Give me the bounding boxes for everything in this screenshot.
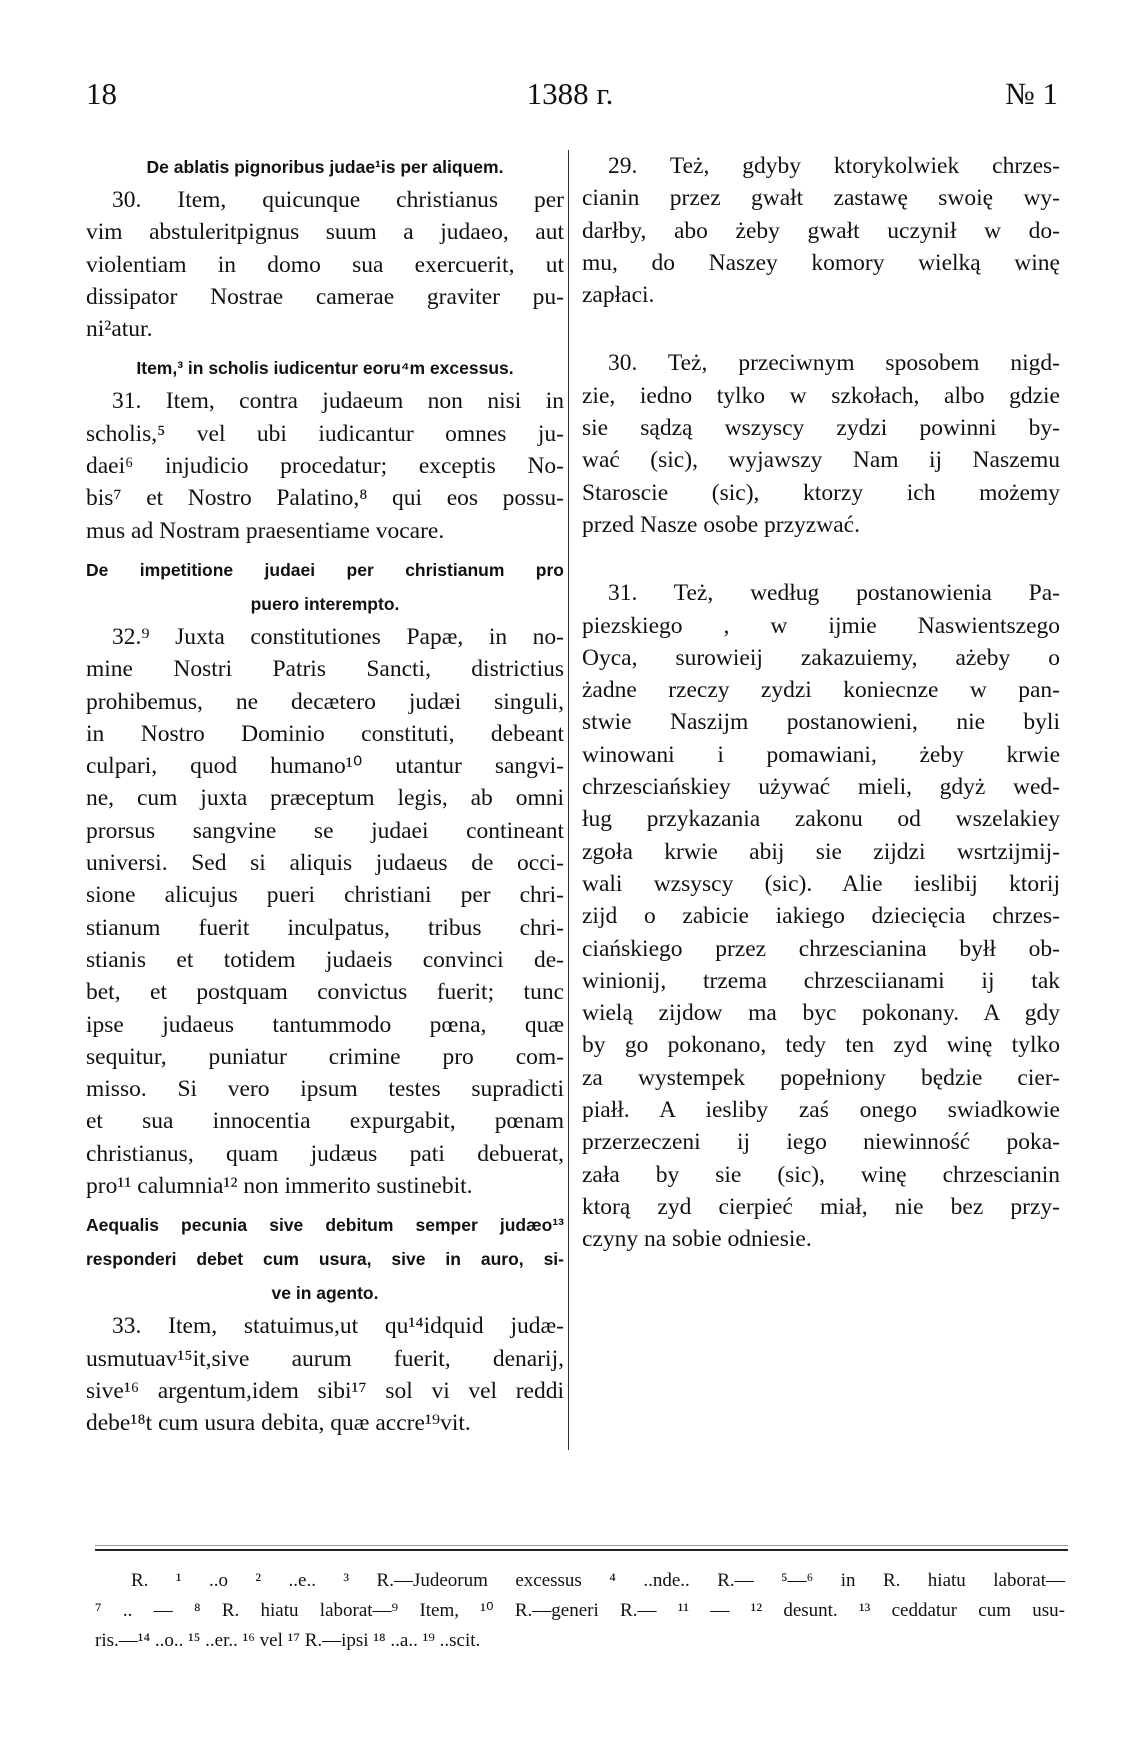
- text-line: wielą zijdow ma byc pokonany. A gdy: [582, 1000, 1060, 1027]
- text-line: 33. Item, statuimus,ut qu¹⁴idquid judæ-: [112, 1313, 564, 1340]
- paragraph: [86, 385, 564, 546]
- text-line: przerzeczeni ij iego niewinność poka-: [582, 1129, 1060, 1156]
- footnote-line: ris.—¹⁴ ..o.. ¹⁵ ..er.. ¹⁶ vel ¹⁷ R.—ipsi ¹⁸ ..a.. ¹⁹ ..scit.: [95, 1630, 481, 1651]
- text-line: 31. Item, contra judaeum non nisi in: [112, 388, 564, 415]
- text-line: ipse judaeus tantummodo pœna, quæ: [86, 1011, 564, 1038]
- text-line: usmutuav¹⁵it,sive aurum fuerit, denarij,: [86, 1345, 564, 1372]
- page-year: 1388 г.: [526, 76, 614, 111]
- heading-line: De ablatis pignoribus judae¹is per aliquem.: [146, 157, 504, 177]
- text-line: chrzesciańskiey używać mieli, gdyż wed-: [582, 774, 1060, 801]
- text-line: mus ad Nostram praesentiame vocare.: [86, 517, 445, 544]
- text-line: violentiam in domo sua exercuerit, ut: [86, 251, 564, 278]
- section-heading: [86, 351, 564, 385]
- text-line: 32.⁹ Juxta constitutiones Papæ, in no-: [112, 623, 564, 650]
- text-line: culpari, quod humano¹⁰ utantur sangvi-: [86, 753, 564, 780]
- text-line: sie sądzą wszyscy zydzi powinni by-: [582, 415, 1060, 442]
- text-line: za wystempek popełniony będzie cier-: [582, 1064, 1060, 1091]
- paragraph: [582, 150, 1060, 311]
- column-divider: [568, 150, 569, 1450]
- paragraph: [582, 577, 1060, 1255]
- text-line: misso. Si vero ipsum testes supradicti: [86, 1076, 564, 1103]
- paragraph: [86, 621, 564, 1202]
- text-line: sione alicujus pueri christiani per chri-: [86, 882, 564, 909]
- text-line: Staroscie (sic), ktorzy ich możemy: [582, 479, 1060, 506]
- footnote-rule-thin: [95, 1545, 1068, 1546]
- text-line: winionij, trzema chrzesciianami ij tak: [582, 967, 1060, 994]
- footnotes: [95, 1566, 1065, 1656]
- text-line: wać (sic), wyjawszy Nam ij Naszemu: [582, 447, 1060, 474]
- footnote-line: R. ¹ ..o ² ..e.. ³ R.—Judeorum excessus ⁴ ..nde.. R.— ⁵—⁶ in R. hiatu laborat—: [131, 1570, 1065, 1591]
- text-line: dissipator Nostrae camerae graviter pu-: [86, 283, 564, 310]
- text-line: et sua innocentia expurgabit, pœnam: [86, 1108, 564, 1135]
- latin-column: [86, 150, 564, 1440]
- text-line: ług przykazania zakonu od wszelakiey: [582, 806, 1060, 833]
- footnote-line: ⁷ .. — ⁸ R. hiatu laborat—⁹ Item, ¹⁰ R.—generi R.— ¹¹ — ¹² desunt. ¹³ ceddatur cum usu-: [95, 1600, 1065, 1621]
- text-line: 30. Też, przeciwnym sposobem nigd-: [608, 350, 1060, 377]
- text-line: ciańskiego przez chrzescianina byłł ob-: [582, 935, 1060, 962]
- text-line: scholis,⁵ vel ubi iudicantur omnes ju-: [86, 420, 564, 447]
- text-line: sive¹⁶ argentum,idem sibi¹⁷ sol vi vel reddi: [86, 1377, 564, 1404]
- text-line: przed Nasze osobe przyzwać.: [582, 511, 860, 538]
- paragraph: [86, 1310, 564, 1439]
- text-line: 31. Też, według postanowienia Pa-: [608, 580, 1060, 607]
- text-line: in Nostro Dominio constituti, debeant: [86, 720, 564, 747]
- text-line: christianus, quam judæus pati debuerat,: [86, 1140, 564, 1167]
- heading-line: puero interempto.: [250, 593, 400, 614]
- text-line: cianin przez gwałt zastawę swoię wy-: [582, 185, 1060, 212]
- text-line: vim abstuleritpignus suum a judaeo, aut: [86, 219, 564, 246]
- text-line: 30. Item, quicunque christianus per: [112, 187, 564, 213]
- text-line: ktorą zyd cierpieć miał, nie bez przy-: [582, 1193, 1060, 1220]
- text-line: winowani i pomawiani, żeby krwie: [582, 741, 1060, 768]
- text-line: universi. Sed si aliquis judaeus de occi-: [86, 850, 564, 877]
- text-line: stwie Naszijm postanowieni, nie byli: [582, 709, 1060, 736]
- text-line: bet, et postquam convictus fuerit; tunc: [86, 979, 564, 1006]
- text-line: żadne rzeczy zydzi koniecnze w pan-: [582, 677, 1060, 704]
- text-line: debe¹⁸t cum usura debita, quæ accre¹⁹vit.: [86, 1410, 471, 1437]
- text-line: 29. Też, gdyby ktorykolwiek chrzes-: [608, 153, 1060, 179]
- text-line: prohibemus, ne decætero judæi singuli,: [86, 688, 564, 715]
- text-line: Oyca, surowieij zakazuiemy, ażeby o: [582, 644, 1060, 671]
- text-line: ni²atur.: [86, 316, 153, 343]
- text-line: zgoła krwie abij sie zijdzi wsrtzijmij-: [582, 838, 1060, 865]
- heading-line: ve in agento.: [271, 1283, 379, 1304]
- text-line: sequitur, puniatur crimine pro com-: [86, 1043, 564, 1070]
- section-heading: [86, 1208, 564, 1310]
- text-line: zijd o zabicie iakiego dziecięcia chrzes-: [582, 903, 1060, 930]
- paragraph-gap: [582, 541, 1060, 577]
- heading-line: De impetitione judaei per christianum pro: [86, 559, 564, 580]
- heading-line: responderi debet cum usura, sive in auro, si-: [86, 1249, 564, 1270]
- text-line: stianum fuerit inculpatus, tribus chri-: [86, 914, 564, 941]
- text-line: piałł. A iesliby zaś onego swiadkowie: [582, 1097, 1060, 1124]
- text-line: zapłaci.: [582, 282, 655, 309]
- text-line: mu, do Naszey komory wielką winę: [582, 249, 1060, 276]
- text-line: daei⁶ injudicio procedatur; exceptis No-: [86, 453, 564, 480]
- page-number: 18: [86, 76, 117, 111]
- text-line: wali wzsyscy (sic). Alie ieslibij ktorij: [582, 870, 1060, 897]
- polish-column: [582, 150, 1060, 1256]
- text-line: mine Nostri Patris Sancti, districtius: [86, 656, 564, 683]
- text-line: darłby, abo żeby gwałt uczynił w do-: [582, 217, 1060, 244]
- text-line: by go pokonano, tedy ten zyd winę tylko: [582, 1032, 1060, 1059]
- text-line: bis⁷ et Nostro Palatino,⁸ qui eos possu-: [86, 485, 564, 512]
- text-line: czyny na sobie odniesie.: [582, 1226, 812, 1253]
- section-heading: [86, 150, 564, 184]
- footnote-rule: [95, 1549, 1068, 1551]
- paragraph-gap: [582, 311, 1060, 347]
- paragraph: [86, 184, 564, 345]
- text-line: prorsus sangvine se judaei contineant: [86, 817, 564, 844]
- text-line: ne, cum juxta præceptum legis, ab omni: [86, 785, 564, 812]
- text-line: pro¹¹ calumnia¹² non immerito sustinebit.: [86, 1173, 473, 1200]
- heading-line: Aequalis pecunia sive debitum semper judæo¹³: [86, 1215, 564, 1236]
- text-line: stianis et totidem judaeis convinci de-: [86, 946, 564, 973]
- text-line: zie, iedno tylko w szkołach, albo gdzie: [582, 382, 1060, 409]
- text-line: zała by sie (sic), winę chrzescianin: [582, 1161, 1060, 1188]
- section-heading: [86, 553, 564, 621]
- document-number: № 1: [1005, 76, 1058, 111]
- heading-line: Item,³ in scholis iudicentur eoru⁴m excessus.: [136, 358, 514, 379]
- text-line: piezskiego , w ijmie Naswientszego: [582, 612, 1060, 639]
- paragraph: [582, 347, 1060, 541]
